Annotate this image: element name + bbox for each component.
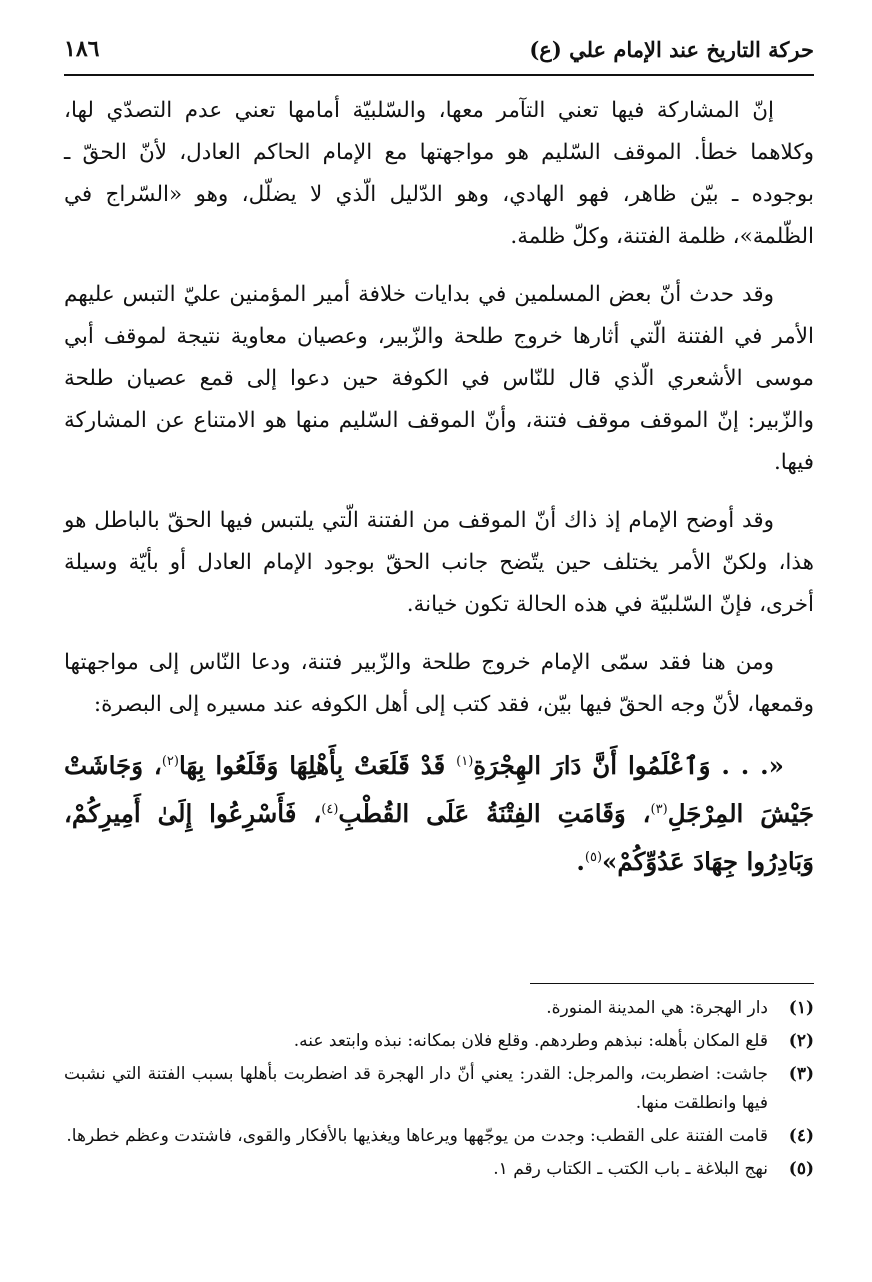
page-number: ١٨٦ [64, 36, 100, 62]
running-header [64, 28, 814, 70]
footnote-ref-5: (٥) [584, 849, 603, 865]
footnote-ref-2: (٢) [161, 753, 179, 769]
footnote-ref-4: (٤) [321, 801, 339, 817]
footnote-1 [64, 994, 814, 1023]
footnote-text: جاشت: اضطربت، والمرجل: القدر: يعني أنّ دار الهجرة قد اضطربت بأهلها بسبب الفتنة التي نشبت فيها وانطلقت منها. [64, 1064, 768, 1113]
footnote-number: (٣) [788, 1064, 814, 1084]
footnote-text: قلع المكان بأهله: نبذهم وطردهم. وقلع فلان بمكانه: نبذه وابتعد عنه. [293, 1031, 768, 1051]
footnote-text: قامت الفتنة على القطب: وجدت من يوجّهها ويرعاها ويغذيها بالأفكار والقوى، فاشتدت وعظم خطرها. [66, 1126, 768, 1146]
quote-close: . [576, 847, 585, 876]
paragraph-3: وقد أوضح الإمام إذ ذاك أنّ الموقف من الفتنة الّتي يلتبس فيها الحقّ بالباطل هو هذا، ولكنّ الأمر يختلف حين يتّضح جانب الحقّ بوجود الإمام العادل أو بأيّة وسيلة أخرى، فإنّ السّلبيّة في هذه الحالة تكون خيانة. [64, 508, 814, 617]
footnote-2 [64, 1027, 814, 1056]
quotation [64, 742, 814, 886]
quote-part-4: ، وَقَامَتِ الفِتْنَةُ عَلَى القُطْبِ [338, 799, 651, 828]
footnote-ref-1: (١) [456, 753, 474, 769]
footnote-5 [64, 1155, 814, 1184]
footnote-text: دار الهجرة: هي المدينة المنورة. [546, 998, 768, 1018]
quote-part-2: قَدْ قَلَعَتْ بِأَهْلِهَا وَقَلَعُوا بِهَا [178, 751, 457, 780]
footnote-3 [64, 1060, 814, 1118]
book-title: حركة التاريخ عند الإمام علي (ع) [529, 36, 814, 62]
footnotes [64, 994, 814, 1188]
footnote-text: نهج البلاغة ـ باب الكتب ـ الكتاب رقم ١. [493, 1159, 768, 1179]
footnote-number: (١) [788, 998, 814, 1018]
footnote-ref-3: (٣) [650, 801, 668, 817]
header-rule [64, 74, 814, 76]
footnote-number: (٢) [788, 1031, 814, 1051]
paragraph-2: وقد حدث أنّ بعض المسلمين في بدايات خلافة أمير المؤمنين عليّ التبس عليهم الأمر في الفتنة الّتي أثارها خروج طلحة والزّبير، وعصيان معاوية نتيجة لموقف أبي موسى الأشعري الّذي قال للنّاس في الكوفة حين دعوا إلى قمع عصيان طلحة والزّبير: إنّ الموقف موقف فتنة، وأنّ الموقف السّليم منها هو الامتناع عن المشاركة فيها. [64, 282, 814, 475]
main-text [64, 90, 814, 886]
quote-part-1: «. . . وَٱعْلَمُوا أَنَّ دَارَ الهِجْرَةِ [473, 751, 784, 780]
quote-part-3: ، وَجَاشَتْ جَيْشَ المِرْجَلِ [64, 751, 814, 828]
footnote-rule [530, 983, 814, 984]
quote-part-5: ، فَأَسْرِعُوا إِلَىٰ أَمِيرِكُمْ، وَبَادِرُوا جِهَادَ عَدُوِّكُمْ» [64, 799, 814, 876]
footnote-number: (٥) [788, 1159, 814, 1179]
footnote-4 [64, 1122, 814, 1151]
paragraph-1: إنّ المشاركة فيها تعني التآمر معها، والسّلبيّة أمامها تعني عدم التصدّي لها، وكلاهما خطأ. الموقف السّليم هو مواجهتها مع الإمام الحاكم العادل، لأنّ الحقّ ـ بوجوده ـ بيّن ظاهر، فهو الهادي، وهو الدّليل الّذي لا يضلّل، وهو «السّراج في الظّلمة»، ظلمة الفتنة، وكلّ ظلمة. [64, 98, 814, 249]
footnote-number: (٤) [788, 1126, 814, 1146]
paragraph-4: ومن هنا فقد سمّى الإمام خروج طلحة والزّبير فتنة، ودعا النّاس إلى مواجهتها وقمعها، لأنّ وجه الحقّ فيها بيّن، فقد كتب إلى أهل الكوفه عند مسيره إلى البصرة: [64, 650, 814, 717]
